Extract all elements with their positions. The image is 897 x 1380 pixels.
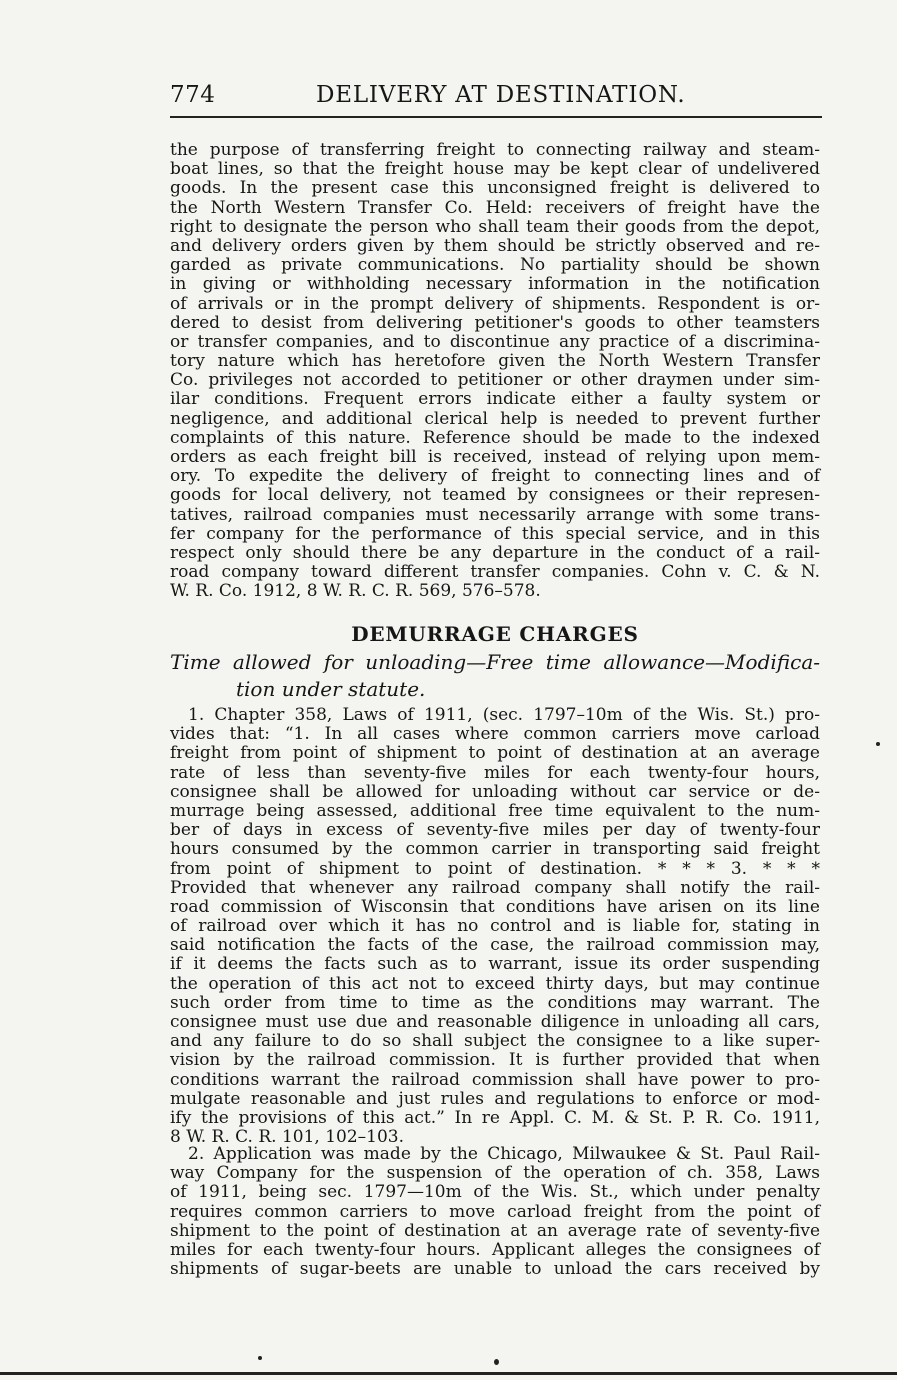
text-line: ilar conditions. Frequent errors indicate either a faulty system or — [170, 389, 820, 410]
text-line: and any failure to do so shall subject the consignee to a like super- — [170, 1031, 820, 1052]
text-line: the purpose of transferring freight to connecting railway and steam- — [170, 140, 820, 160]
page-number: 774 — [170, 82, 216, 108]
text-line: 1. Chapter 358, Laws of 1911, (sec. 1797–10m of the Wis. St.) pro- — [188, 705, 820, 725]
text-line: fer company for the performance of this special service, and in this — [170, 523, 820, 544]
text-line: said notification the facts of the case, the railroad commission may, — [170, 935, 820, 956]
text-line: dered to desist from delivering petitioner's goods to other teamsters — [170, 312, 820, 333]
text-line: complaints of this nature. Reference should be made to the indexed — [170, 427, 820, 448]
text-line: shipments of sugar-beets are unable to unload the cars received by — [170, 1259, 820, 1280]
text-line: consignee shall be allowed for unloading without car service or de- — [170, 781, 820, 802]
paragraph-transfer-freight — [170, 141, 820, 602]
scan-speck — [494, 1359, 499, 1365]
text-line: conditions warrant the railroad commission shall have power to pro- — [170, 1069, 820, 1090]
text-line: tatives, railroad companies must necessarily arrange with some trans- — [170, 504, 820, 525]
text-line: requires common carriers to move carload freight from the point of — [170, 1201, 820, 1222]
text-line: Provided that whenever any railroad company shall notify the rail- — [170, 877, 820, 898]
paragraph-application-suspension — [170, 1145, 820, 1279]
bottom-edge-rule — [0, 1372, 897, 1375]
text-line: rate of less than seventy-five miles for each twenty-four hours, — [170, 762, 820, 783]
text-line: garded as private communications. No partiality should be shown — [170, 255, 820, 276]
text-line: hours consumed by the common carrier in transporting said freight — [170, 839, 820, 860]
text-line: such order from time to time as the conditions may warrant. The — [170, 992, 820, 1013]
subheading-line: Time allowed for unloading—Free time allowance—Modifica- — [170, 650, 820, 674]
text-line: in giving or withholding necessary information in the notification — [170, 274, 820, 295]
text-line: orders as each freight bill is received, instead of relying upon mem- — [170, 447, 820, 467]
page-header — [170, 82, 820, 116]
text-line: road company toward different transfer companies. Cohn v. C. & N. — [170, 562, 820, 583]
text-line: mulgate reasonable and just rules and regulations to enforce or mod- — [170, 1088, 820, 1109]
text-line: freight from point of shipment to point of destination at an average — [170, 743, 820, 764]
text-line: respect only should there be any departure in the conduct of a rail- — [170, 542, 820, 563]
text-line: 2. Application was made by the Chicago, Milwaukee & St. Paul Rail- — [188, 1144, 820, 1164]
running-head: DELIVERY AT DESTINATION. — [316, 82, 686, 108]
text-line: shipment to the point of destination at an average rate of seventy-five — [170, 1220, 820, 1241]
text-line: and delivery orders given by them should be strictly observed and re- — [170, 235, 820, 256]
text-line: from point of shipment to point of destination. * * * 3. * * * — [170, 858, 820, 879]
text-line: tory nature which has heretofore given the North Western Transfer — [170, 351, 820, 372]
text-line: ory. To expedite the delivery of freight to connecting lines and of — [170, 466, 820, 487]
text-line: vides that: “1. In all cases where common carriers move carload — [170, 724, 820, 745]
text-line: 8 W. R. C. R. 101, 102–103. — [170, 1127, 405, 1148]
paragraph-chapter-358 — [170, 706, 820, 1147]
text-line: boat lines, so that the freight house may be kept clear of undelivered — [170, 159, 820, 180]
text-line: of arrivals or in the prompt delivery of shipments. Respondent is or- — [170, 293, 820, 314]
text-line: road commission of Wisconsin that conditions have arisen on its line — [170, 896, 820, 917]
section-heading: DEMURRAGE CHARGES — [351, 622, 639, 646]
text-line: goods. In the present case this unconsigned freight is delivered to — [170, 178, 820, 199]
text-line: the operation of this act not to exceed thirty days, but may continue — [170, 973, 820, 994]
scan-speck — [258, 1356, 262, 1360]
text-line: if it deems the facts such as to warrant, issue its order suspending — [170, 954, 820, 975]
header-rule — [170, 116, 822, 118]
text-line: of 1911, being sec. 1797—10m of the Wis. St., which under penalty — [170, 1182, 820, 1203]
text-line: goods for local delivery, not teamed by consignees or their represen- — [170, 485, 820, 506]
text-line: the North Western Transfer Co. Held: receivers of freight have the — [170, 197, 820, 218]
text-line: vision by the railroad commission. It is further provided that when — [170, 1050, 820, 1071]
text-line: ber of days in excess of seventy-five miles per day of twenty-four — [170, 820, 820, 841]
text-line: ify the provisions of this act.” In re Appl. C. M. & St. P. R. Co. 1911, — [170, 1107, 820, 1128]
text-line: consignee must use due and reasonable diligence in unloading all cars, — [170, 1012, 820, 1032]
text-line: murrage being assessed, additional free time equivalent to the num- — [170, 800, 820, 821]
text-line: of railroad over which it has no control and is liable for, stating in — [170, 916, 820, 937]
scan-speck — [876, 742, 880, 746]
text-line: or transfer companies, and to discontinue any practice of a discrimina- — [170, 331, 820, 352]
text-line: Co. privileges not accorded to petitioner or other draymen under sim- — [170, 370, 820, 391]
text-line: way Company for the suspension of the operation of ch. 358, Laws — [170, 1163, 820, 1184]
subheading-line: tion under statute. — [236, 677, 426, 701]
text-line: miles for each twenty-four hours. Applicant alleges the consignees of — [170, 1239, 820, 1260]
text-line: W. R. Co. 1912, 8 W. R. C. R. 569, 576–578. — [170, 581, 541, 602]
text-line: right to designate the person who shall team their goods from the depot, — [170, 216, 820, 237]
section-subheading — [170, 649, 820, 703]
text-line: negligence, and additional clerical help is needed to prevent further — [170, 408, 820, 429]
